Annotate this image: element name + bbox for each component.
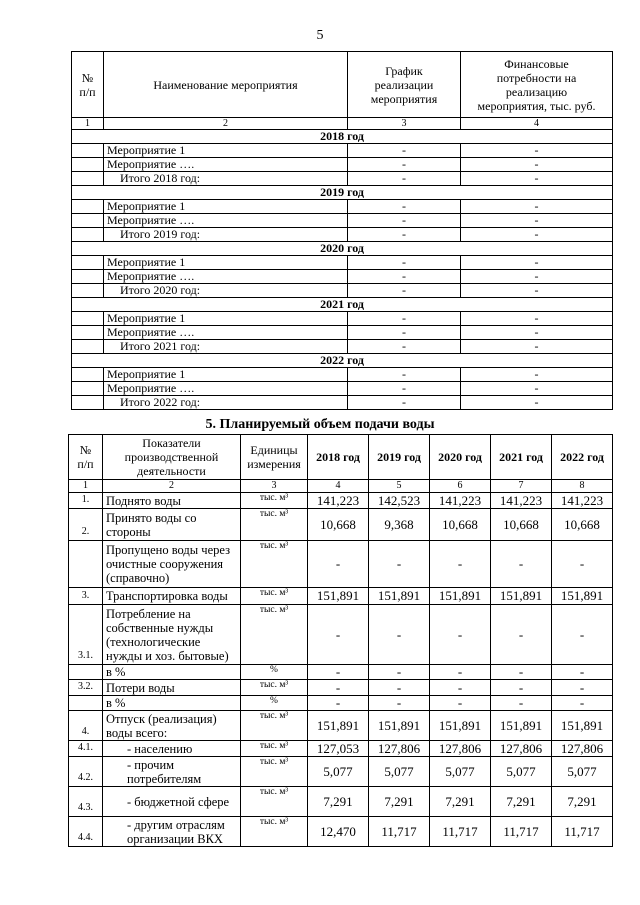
- table-row: [69, 817, 613, 847]
- indicator-name: Потребление на собственные нужды (технологические нужды и хоз. бытовые): [103, 605, 241, 665]
- finance-cell: -: [461, 172, 613, 186]
- unit-cell: тыс. м³: [241, 817, 308, 847]
- index-cell: 3: [348, 118, 461, 130]
- unit-cell: тыс. м³: [241, 680, 308, 696]
- table-row: [69, 541, 613, 588]
- value-cell: 5,077: [308, 757, 369, 787]
- value-cell: -: [369, 680, 430, 696]
- value-cell: 11,717: [552, 817, 613, 847]
- indicator-name: - населению: [103, 741, 241, 757]
- unit-cell: тыс. м³: [241, 493, 308, 509]
- measure-name: Мероприятие ….: [104, 382, 348, 396]
- header-row: [69, 435, 613, 480]
- section-title: 5. Планируемый объем подачи воды: [205, 417, 435, 432]
- value-cell: -: [369, 541, 430, 588]
- measure-name: Мероприятие 1: [104, 200, 348, 214]
- header-cell: Наименование мероприятия: [104, 52, 348, 118]
- index-cell: 8: [552, 480, 613, 493]
- unit-cell: тыс. м³: [241, 757, 308, 787]
- index-cell: 6: [430, 480, 491, 493]
- row-number-cell: [72, 256, 104, 270]
- measure-name: Мероприятие ….: [104, 270, 348, 284]
- value-cell: 7,291: [552, 787, 613, 817]
- table-row: [72, 284, 613, 298]
- value-cell: 151,891: [308, 588, 369, 605]
- schedule-cell: -: [348, 228, 461, 242]
- schedule-cell: -: [348, 214, 461, 228]
- value-cell: -: [430, 696, 491, 711]
- header-cell: 2022 год: [552, 435, 613, 480]
- row-number-cell: [72, 340, 104, 354]
- row-number: [69, 665, 103, 680]
- table-row: [69, 588, 613, 605]
- value-cell: -: [308, 541, 369, 588]
- value-cell: 142,523: [369, 493, 430, 509]
- row-number-cell: [72, 158, 104, 172]
- row-number-cell: [72, 214, 104, 228]
- value-cell: 5,077: [552, 757, 613, 787]
- measure-name: Мероприятие 1: [104, 144, 348, 158]
- index-cell: 1: [72, 118, 104, 130]
- table-row: [72, 158, 613, 172]
- indicator-name: в %: [103, 665, 241, 680]
- row-number: 3.1.: [69, 605, 103, 665]
- value-cell: 151,891: [369, 588, 430, 605]
- schedule-cell: -: [348, 284, 461, 298]
- value-cell: -: [308, 696, 369, 711]
- index-cell: 1: [69, 480, 103, 493]
- indicator-name: Транспортировка воды: [103, 588, 241, 605]
- table-row: [69, 605, 613, 665]
- measure-name: Итого 2019 год:: [104, 228, 348, 242]
- schedule-cell: -: [348, 382, 461, 396]
- water-volume-table: [68, 434, 613, 847]
- value-cell: 12,470: [308, 817, 369, 847]
- value-cell: -: [552, 696, 613, 711]
- schedule-cell: -: [348, 326, 461, 340]
- table-row: [72, 214, 613, 228]
- value-cell: -: [552, 541, 613, 588]
- schedule-cell: -: [348, 144, 461, 158]
- index-row: [72, 118, 613, 130]
- value-cell: -: [491, 696, 552, 711]
- index-row: [69, 480, 613, 493]
- unit-cell: %: [241, 696, 308, 711]
- table-row: [69, 741, 613, 757]
- measure-name: Мероприятие 1: [104, 256, 348, 270]
- measure-name: Итого 2020 год:: [104, 284, 348, 298]
- schedule-cell: -: [348, 340, 461, 354]
- value-cell: -: [369, 605, 430, 665]
- year-heading: 2020 год: [72, 242, 613, 256]
- value-cell: -: [552, 665, 613, 680]
- value-cell: 7,291: [308, 787, 369, 817]
- row-number-cell: [72, 200, 104, 214]
- finance-cell: -: [461, 228, 613, 242]
- year-heading: 2021 год: [72, 298, 613, 312]
- value-cell: 151,891: [491, 588, 552, 605]
- value-cell: -: [308, 605, 369, 665]
- measure-name: Итого 2021 год:: [104, 340, 348, 354]
- value-cell: 141,223: [491, 493, 552, 509]
- value-cell: 127,053: [308, 741, 369, 757]
- value-cell: -: [430, 665, 491, 680]
- measures-table: [71, 51, 613, 410]
- value-cell: -: [430, 605, 491, 665]
- row-number: 4.: [69, 711, 103, 741]
- header-row: [72, 52, 613, 118]
- value-cell: 151,891: [552, 588, 613, 605]
- value-cell: -: [491, 541, 552, 588]
- row-number: 1.: [69, 493, 103, 509]
- indicator-name: Принято воды со стороны: [103, 509, 241, 541]
- table-row: [72, 326, 613, 340]
- row-number: 2.: [69, 509, 103, 541]
- value-cell: 10,668: [491, 509, 552, 541]
- value-cell: 151,891: [430, 711, 491, 741]
- value-cell: 5,077: [369, 757, 430, 787]
- header-cell: № п/п: [69, 435, 103, 480]
- table-row: [69, 509, 613, 541]
- header-cell: 2021 год: [491, 435, 552, 480]
- value-cell: -: [491, 605, 552, 665]
- finance-cell: -: [461, 396, 613, 410]
- indicator-name: Потери воды: [103, 680, 241, 696]
- year-heading: 2022 год: [72, 354, 613, 368]
- value-cell: 7,291: [369, 787, 430, 817]
- value-cell: 11,717: [491, 817, 552, 847]
- row-number: [69, 696, 103, 711]
- finance-cell: -: [461, 158, 613, 172]
- value-cell: 127,806: [491, 741, 552, 757]
- value-cell: 127,806: [552, 741, 613, 757]
- finance-cell: -: [461, 368, 613, 382]
- table-row: [69, 665, 613, 680]
- value-cell: 10,668: [430, 509, 491, 541]
- header-cell: № п/п: [72, 52, 104, 118]
- measure-name: Мероприятие ….: [104, 158, 348, 172]
- finance-cell: -: [461, 200, 613, 214]
- value-cell: 151,891: [308, 711, 369, 741]
- schedule-cell: -: [348, 368, 461, 382]
- value-cell: -: [430, 680, 491, 696]
- value-cell: -: [308, 665, 369, 680]
- value-cell: -: [552, 680, 613, 696]
- indicator-name: - другим отраслям организации ВКХ: [103, 817, 241, 847]
- row-number: 4.4.: [69, 817, 103, 847]
- table-row: [69, 787, 613, 817]
- measure-name: Мероприятие 1: [104, 368, 348, 382]
- value-cell: 151,891: [369, 711, 430, 741]
- indicator-name: в %: [103, 696, 241, 711]
- value-cell: 11,717: [430, 817, 491, 847]
- table-row: [72, 144, 613, 158]
- schedule-cell: -: [348, 256, 461, 270]
- value-cell: 127,806: [369, 741, 430, 757]
- row-number: 4.3.: [69, 787, 103, 817]
- value-cell: -: [491, 680, 552, 696]
- year-heading: 2018 год: [72, 130, 613, 144]
- page-number: 5: [316, 28, 324, 43]
- value-cell: 10,668: [308, 509, 369, 541]
- row-number: 3.: [69, 588, 103, 605]
- header-cell: 2018 год: [308, 435, 369, 480]
- schedule-cell: -: [348, 158, 461, 172]
- finance-cell: -: [461, 284, 613, 298]
- table-row: [72, 340, 613, 354]
- row-number: 4.2.: [69, 757, 103, 787]
- finance-cell: -: [461, 270, 613, 284]
- index-cell: 2: [104, 118, 348, 130]
- row-number-cell: [72, 270, 104, 284]
- header-cell: Финансовые потребности на реализацию мероприятия, тыс. руб.: [461, 52, 613, 118]
- year-row: [72, 242, 613, 256]
- value-cell: 7,291: [430, 787, 491, 817]
- measure-name: Мероприятие ….: [104, 326, 348, 340]
- table-row: [72, 312, 613, 326]
- schedule-cell: -: [348, 200, 461, 214]
- value-cell: 127,806: [430, 741, 491, 757]
- header-cell: Единицы измерения: [241, 435, 308, 480]
- value-cell: -: [369, 665, 430, 680]
- unit-cell: тыс. м³: [241, 509, 308, 541]
- index-cell: 5: [369, 480, 430, 493]
- table-row: [72, 256, 613, 270]
- table-row: [72, 396, 613, 410]
- row-number-cell: [72, 144, 104, 158]
- value-cell: -: [552, 605, 613, 665]
- table-row: [72, 270, 613, 284]
- schedule-cell: -: [348, 172, 461, 186]
- row-number-cell: [72, 284, 104, 298]
- value-cell: 141,223: [308, 493, 369, 509]
- finance-cell: -: [461, 214, 613, 228]
- measure-name: Мероприятие ….: [104, 214, 348, 228]
- value-cell: -: [430, 541, 491, 588]
- year-row: [72, 186, 613, 200]
- schedule-cell: -: [348, 312, 461, 326]
- unit-cell: тыс. м³: [241, 541, 308, 588]
- table-row: [72, 172, 613, 186]
- year-row: [72, 354, 613, 368]
- row-number-cell: [72, 396, 104, 410]
- table-row: [69, 493, 613, 509]
- unit-cell: тыс. м³: [241, 605, 308, 665]
- finance-cell: -: [461, 312, 613, 326]
- index-cell: 4: [308, 480, 369, 493]
- header-cell: 2019 год: [369, 435, 430, 480]
- row-number-cell: [72, 326, 104, 340]
- value-cell: 151,891: [430, 588, 491, 605]
- table-row: [72, 200, 613, 214]
- table-row: [69, 696, 613, 711]
- year-heading: 2019 год: [72, 186, 613, 200]
- row-number-cell: [72, 382, 104, 396]
- measure-name: Мероприятие 1: [104, 312, 348, 326]
- value-cell: 7,291: [491, 787, 552, 817]
- value-cell: 141,223: [552, 493, 613, 509]
- finance-cell: -: [461, 340, 613, 354]
- indicator-name: - прочим потребителям: [103, 757, 241, 787]
- table-row: [69, 757, 613, 787]
- indicator-name: Отпуск (реализация) воды всего:: [103, 711, 241, 741]
- value-cell: 10,668: [552, 509, 613, 541]
- row-number: 4.1.: [69, 741, 103, 757]
- index-cell: 3: [241, 480, 308, 493]
- header-cell: 2020 год: [430, 435, 491, 480]
- schedule-cell: -: [348, 270, 461, 284]
- indicator-name: - бюджетной сфере: [103, 787, 241, 817]
- value-cell: 151,891: [491, 711, 552, 741]
- header-cell: Показатели производственной деятельности: [103, 435, 241, 480]
- value-cell: 5,077: [430, 757, 491, 787]
- value-cell: 11,717: [369, 817, 430, 847]
- row-number: 3.2.: [69, 680, 103, 696]
- unit-cell: тыс. м³: [241, 787, 308, 817]
- finance-cell: -: [461, 256, 613, 270]
- row-number-cell: [72, 172, 104, 186]
- finance-cell: -: [461, 144, 613, 158]
- unit-cell: тыс. м³: [241, 588, 308, 605]
- value-cell: -: [308, 680, 369, 696]
- finance-cell: -: [461, 382, 613, 396]
- measure-name: Итого 2018 год:: [104, 172, 348, 186]
- row-number-cell: [72, 228, 104, 242]
- index-cell: 4: [461, 118, 613, 130]
- table-row: [69, 680, 613, 696]
- index-cell: 2: [103, 480, 241, 493]
- unit-cell: тыс. м³: [241, 741, 308, 757]
- value-cell: 5,077: [491, 757, 552, 787]
- value-cell: -: [491, 665, 552, 680]
- value-cell: 141,223: [430, 493, 491, 509]
- table-row: [72, 368, 613, 382]
- value-cell: 151,891: [552, 711, 613, 741]
- unit-cell: тыс. м³: [241, 711, 308, 741]
- value-cell: -: [369, 696, 430, 711]
- indicator-name: Пропущено воды через очистные сооружения (справочно): [103, 541, 241, 588]
- row-number-cell: [72, 312, 104, 326]
- unit-cell: %: [241, 665, 308, 680]
- row-number: [69, 541, 103, 588]
- row-number-cell: [72, 368, 104, 382]
- header-cell: График реализации мероприятия: [348, 52, 461, 118]
- index-cell: 7: [491, 480, 552, 493]
- table-row: [69, 711, 613, 741]
- table-row: [72, 228, 613, 242]
- indicator-name: Поднято воды: [103, 493, 241, 509]
- value-cell: 9,368: [369, 509, 430, 541]
- year-row: [72, 130, 613, 144]
- year-row: [72, 298, 613, 312]
- measure-name: Итого 2022 год:: [104, 396, 348, 410]
- schedule-cell: -: [348, 396, 461, 410]
- table-row: [72, 382, 613, 396]
- finance-cell: -: [461, 326, 613, 340]
